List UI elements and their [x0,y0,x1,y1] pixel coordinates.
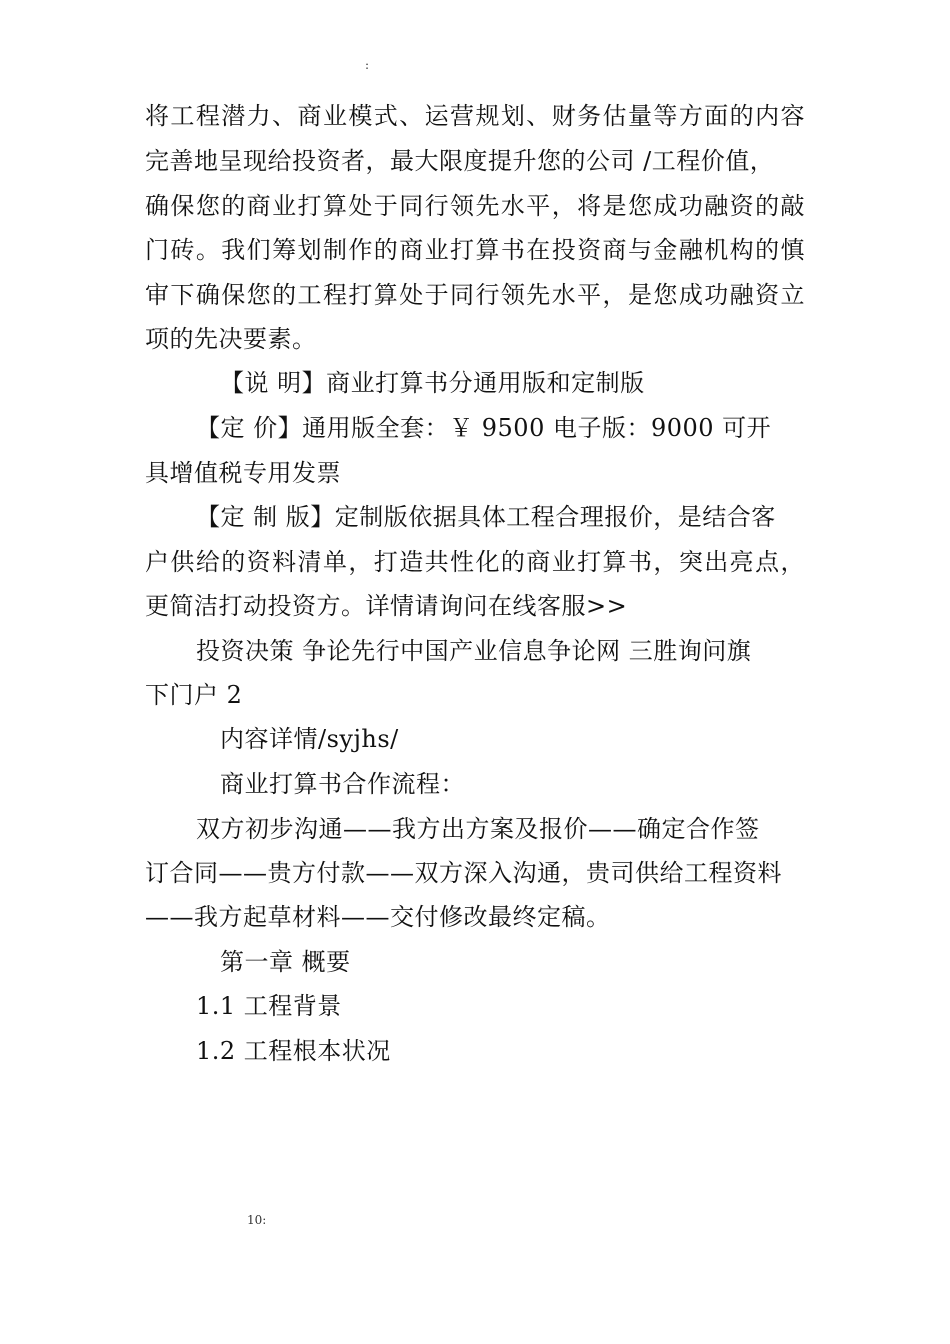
process-line-3: ——我方起草材料——交付修改最终定稿。 [145,903,611,931]
price-line-1: 【定 价】通用版全套：￥ 9500 电子版：9000 可开 [196,414,772,442]
section-1: 1.1 工程背景 [196,992,342,1020]
intro-line-6: 项的先决要素。 [145,325,317,353]
portal-line-2: 下门户 2 [145,681,243,709]
details-line: 内容详情/syjhs/ [220,725,399,753]
intro-line-5: 审下确保您的工程打算处于同行领先水平，是您成功融资立 [145,281,805,309]
header-mark: : [365,58,370,72]
custom-line-2: 户供给的资料清单，打造共性化的商业打算书，突出亮点， [145,548,805,576]
price-line-2: 具增值税专用发票 [145,459,341,487]
chapter-title: 第一章 概要 [220,948,351,976]
portal-line-1: 投资决策 争论先行中国产业信息争论网 三胜询问旗 [196,637,752,665]
process-title: 商业打算书合作流程： [220,770,465,798]
shuoming-line: 【说 明】商业打算书分通用版和定制版 [220,369,645,397]
intro-line-3: 确保您的商业打算处于同行领先水平，将是您成功融资的敲 [145,192,805,220]
process-line-2: 订合同——贵方付款——双方深入沟通，贵司供给工程资料 [145,859,782,887]
intro-line-2: 完善地呈现给投资者，最大限度提升您的公司 /工程价值， [145,147,775,175]
intro-line-1: 将工程潜力、商业模式、运营规划、财务估量等方面的内容 [145,102,805,130]
page-number: 10: [247,1213,267,1227]
section-2: 1.2 工程根本状况 [196,1037,391,1065]
custom-line-1: 【定 制 版】定制版依据具体工程合理报价，是结合客 [196,503,776,531]
intro-line-4: 门砖。我们筹划制作的商业打算书在投资商与金融机构的慎 [145,236,805,264]
process-line-1: 双方初步沟通——我方出方案及报价——确定合作签 [196,815,760,843]
custom-line-3: 更简洁打动投资方。详情请询问在线客服>> [145,592,628,620]
